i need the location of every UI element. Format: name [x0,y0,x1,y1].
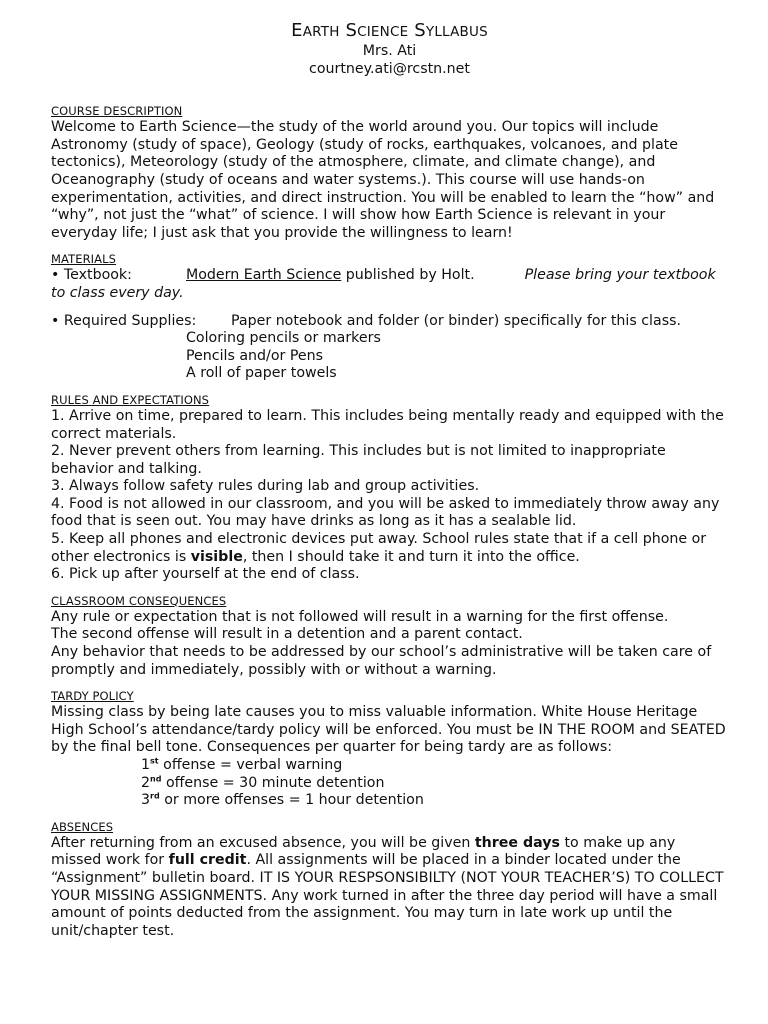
offense-number: 2 [141,774,151,791]
tardy-offense [51,757,728,775]
absences-text-part: to make up any missed work for [51,834,676,869]
offense-ordinal: rd [150,791,160,801]
supply-item: Paper notebook and folder (or binder) specifically for this class. [231,312,681,329]
textbook-label: • Textbook: [51,267,132,284]
offense-number: 1 [141,757,151,773]
absences-emphasis: full credit [168,852,247,869]
supply-item: Pencils and/or Pens [186,347,324,364]
absences-text [51,835,728,941]
supplies-label: • Required Supplies: [51,312,197,329]
course-description-text: Welcome to Earth Science—the study of the world around you. Our topics will include Astronomy (study of space), Geology (study of rocks, earthquakes, volcanoes, and plate tectonics), Meteorology (study of the atmosphere, climate, and climate change), and Oceanography (study of oceans and water systems.). This course will use hands-on experimentation, activities, and direct instruction. You will be enabled to learn the “how” and “why”, not just the “what” of science. I will show how Earth Science is relevant in your everyday life; I just ask that you provide the willingness to learn! [51,119,715,241]
page-title [51,20,728,43]
tardy-text: Missing class by being late causes you to miss valuable information. White House Heritage High School’s attendance/tardy policy will be enforced. You must be IN THE ROOM and SEATED by the final bell tone. Consequences per quarter for being tardy are as follows: [51,704,726,756]
rule-item: 4. Food is not allowed in our classroom, and you will be asked to immediately throw away any food that is seen out. You may have drinks as long as it has a sealable lid. [51,495,720,530]
rule-item [51,531,728,566]
rule-item: 2. Never prevent others from learning. This includes but is not limited to inappropriate behavior and talking. [51,443,666,477]
textbook-publisher: published by Holt. [341,267,475,284]
title-initial: S [345,20,358,41]
offense-ordinal: nd [150,773,162,783]
textbook-note: Please bring your textbook to class every day. [51,267,716,301]
course-description-heading: COURSE DESCRIPTION [51,104,183,119]
consequences-heading: CLASSROOM CONSEQUENCES [51,593,227,608]
absences-text-part: After returning from an excused absence, you will be given [51,834,475,851]
consequence-line: Any rule or expectation that is not followed will result in a warning for the first offense. [51,608,669,625]
syllabus-header [51,20,728,78]
rule-item: 6. Pick up after yourself at the end of class. [51,566,360,583]
supply-item: Coloring pencils or markers [186,330,381,347]
supplies-line [51,313,728,331]
teacher-name: Mrs. Ati [362,43,417,59]
tardy-offense [51,775,728,793]
absences-emphasis: three days [474,834,560,851]
consequence-line: The second offense will result in a detention and a parent contact. [51,626,523,643]
offense-ordinal: st [150,756,159,766]
consequence-line: Any behavior that needs to be addressed by our school’s administrative will be taken care of promptly and immediately, possibly with or without a warning. [51,644,712,678]
teacher-email: courtney.ati@rcstn.net [309,60,470,77]
title-initial: S [414,20,426,41]
rule-item: 3. Always follow safety rules during lab and group activities. [51,478,480,495]
materials-heading: MATERIALS [51,252,117,267]
offense-text: or more offenses = 1 hour detention [159,792,424,809]
textbook-line [51,267,728,302]
title-word: ARTH [302,24,340,40]
offense-text: offense = verbal warning [158,757,343,773]
absences-text-part: . All assignments will be placed in a binder located under the “Assignment” bulletin board. IT IS YOUR RESPSONSIBILTY (NOT YOUR TEACHER’S) TO COLLECT YOUR MISSING ASSIGNMENTS. Any work turned in after the three day period will have a small amount of points deducted from the assignment. You may turn in late work up until the unit/chapter test. [51,852,724,939]
supply-item: A roll of paper towels [186,365,337,382]
rules-heading: RULES AND EXPECTATIONS [51,392,210,407]
rule-emphasis: visible [190,548,243,565]
tardy-heading: TARDY POLICY [51,689,134,704]
rule-text: , then I should take it and turn it into the office. [242,548,580,565]
title-word: YLLABUS [425,24,488,40]
offense-text: offense = 30 minute detention [161,774,385,791]
rule-text: 5. Keep all phones and electronic devices put away. School rules state that if a cell phone or other electronics is [51,531,707,565]
title-initial: E [291,20,303,41]
tardy-offense [51,792,728,810]
rule-item: 1. Arrive on time, prepared to learn. This includes being mentally ready and equipped with the correct materials. [51,407,724,442]
offense-number: 3 [141,792,151,809]
absences-heading: ABSENCES [51,819,114,834]
title-word: CIENCE [357,24,409,40]
textbook-title: Modern Earth Science [186,267,342,284]
